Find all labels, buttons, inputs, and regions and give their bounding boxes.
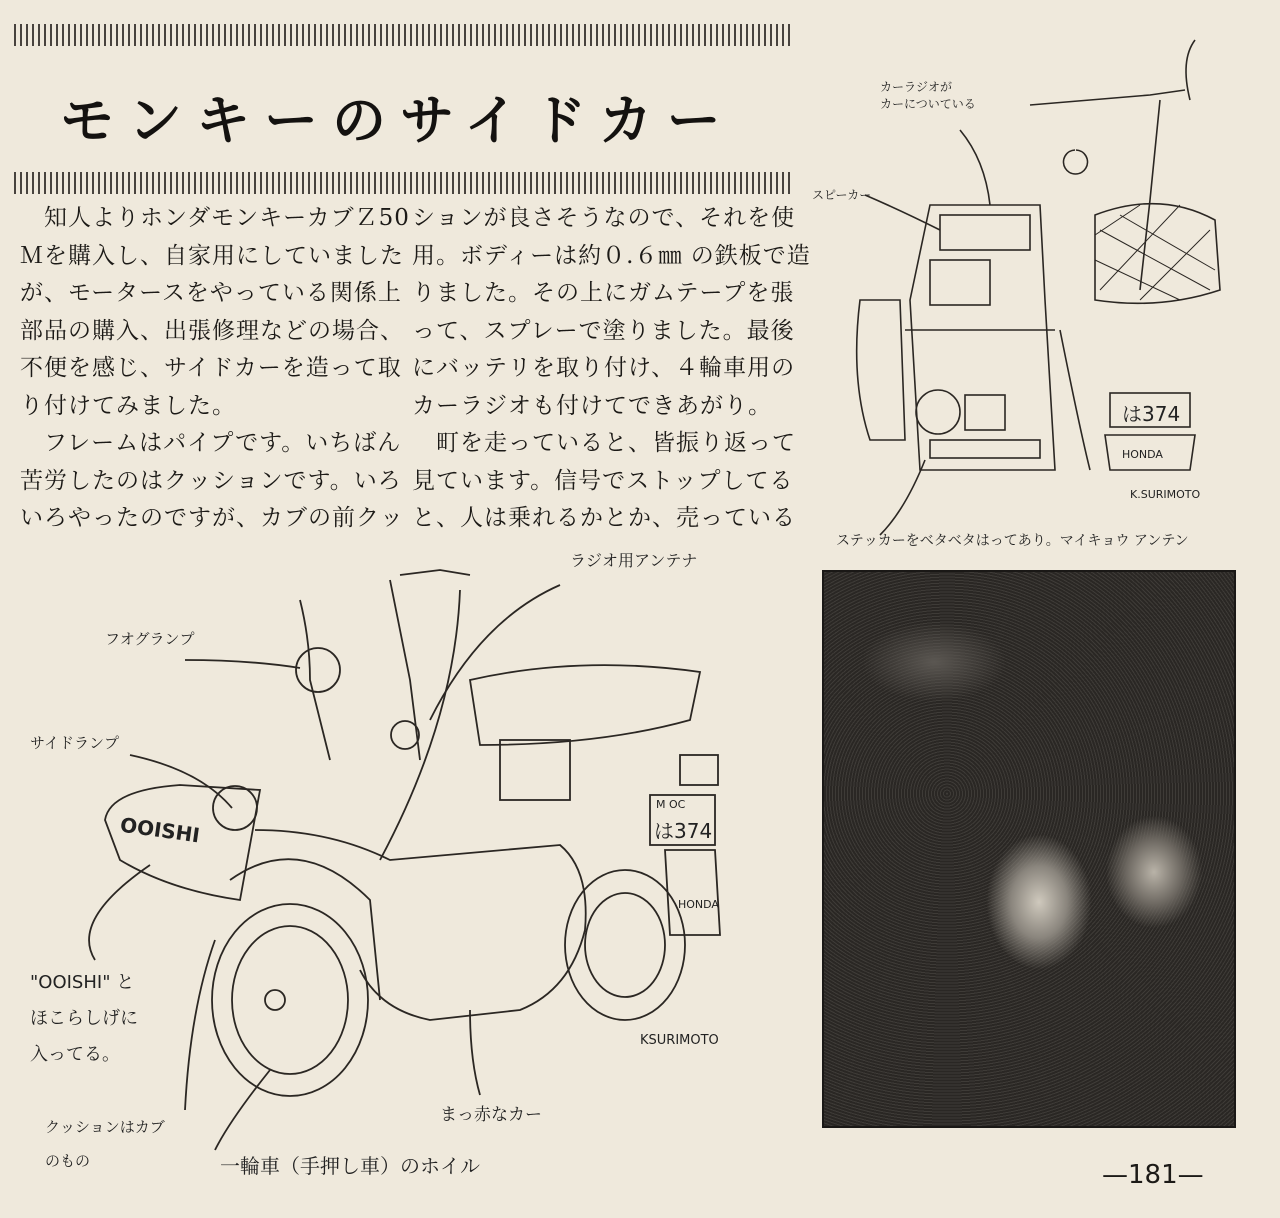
sidecar-name-lettering: OOISHI [118, 812, 202, 848]
body-text-column-2: ションが良さそうなので、それを使 用。ボディーは約０.６㎜ の鉄板で造 りました。その上にガムテープを張 って、スプレーで塗りました。最後 にバッテリを取り付け、４輪車用の カーラジオも付けてできあがり。 町を走っていると、皆振り返って 見ています。信号でストップしてる と、人は乗れるかとか、売っている [412, 205, 811, 531]
label-radio-antenna: ラジオ用アンテナ [570, 551, 698, 570]
main-signature: KSURIMOTO [640, 1033, 719, 1048]
label-side-lamp: サイドランプ [30, 734, 119, 752]
label-cushion: クッションはカブ のもの [45, 1118, 165, 1170]
main-plate-top: M OC [656, 798, 686, 811]
main-brand-label: HONDA [678, 898, 719, 911]
sticker-caption: ステッカーをベタベタはってあり。マイキョウ アンテン [836, 533, 1189, 549]
main-plate-number: は374 [654, 819, 713, 843]
top-brand-label: HONDA [1122, 448, 1163, 461]
label-red-car: まっ赤なカー [440, 1105, 542, 1125]
label-wheel: 一輪車（手押し車）のホイル [220, 1154, 480, 1178]
page-number: —181— [1102, 1160, 1204, 1190]
label-ooishi-note: "OOISHI" と ほこらしげに 入ってる。 [30, 972, 138, 1065]
top-signature: K.SURIMOTO [1130, 488, 1201, 501]
label-speaker: スピーカー [812, 188, 872, 202]
label-car-radio: カーラジオが カーについている [880, 80, 976, 111]
top-plate-number: は374 [1122, 402, 1181, 426]
body-text-column-1: 知人よりホンダモンキーカブＺ50 Ｍを購入し、自家用にしていました が、モータースをやっている関係上 部品の購入、出張修理などの場合、 不便を感じ、サイドカーを造って取 り付けてみました。 フレームはパイプです。いちばん 苦労したのはクッションです。いろ いろやったのですが、カブの前クッ [20, 205, 410, 531]
article-title: モンキーのサイドカー [60, 89, 735, 152]
label-fog-lamp: フオグランプ [105, 630, 195, 648]
